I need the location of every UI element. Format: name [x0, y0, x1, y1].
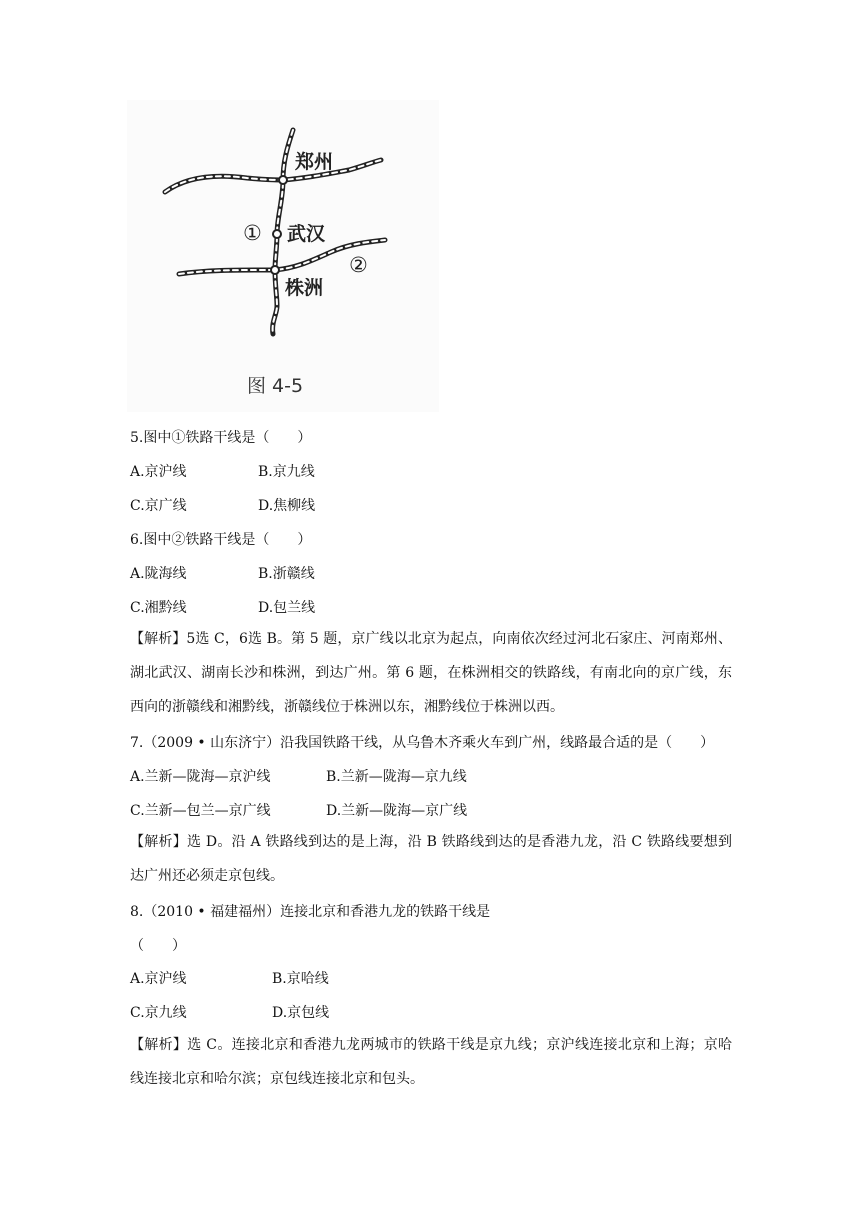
q8-stem: 8.（2010 • 福建福州）连接北京和香港九龙的铁路干线是: [130, 904, 491, 920]
q6-option-b: B.浙赣线: [258, 566, 315, 582]
q6-stem: 6.图中②铁路干线是（ ）: [130, 532, 312, 548]
analysis-5-6-text: 5选 C，6选 B。第 5 题，京广线以北京为起点，向南依次经过河北石家庄、河南郑州、湖北武汉、湖南长沙和株洲，到达广州。第 6 题，在株洲相交的铁路线，有南北向的京广线，东西向的浙赣线和湘黔线，浙赣线位于株洲以东，湘黔线位于株洲以西。: [130, 631, 732, 715]
figure-caption: 图 4-5: [247, 375, 304, 397]
figure-background: [127, 100, 439, 412]
analysis-7-tag: 【解析】: [130, 834, 187, 850]
q8-options-row-2: [130, 1003, 329, 1023]
railway-map-figure: [127, 100, 439, 412]
analysis-7: [130, 825, 732, 893]
q8-option-d: D.京包线: [272, 1005, 330, 1021]
city-label-zhengzhou: 郑州: [295, 151, 334, 173]
q8-answer-blank: （ ）: [130, 938, 186, 954]
q5-option-a: A.京沪线: [130, 464, 187, 480]
zhuzhou-node: [271, 266, 279, 274]
q5-options-row-2: [130, 496, 315, 516]
q5-option-b: B.京九线: [258, 464, 315, 480]
marker-2-label: ②: [349, 253, 368, 277]
q8-option-a: A.京沪线: [130, 971, 187, 987]
analysis-5-6-tag: 【解析】: [130, 631, 187, 647]
q7-option-a: A.兰新—陇海—京沪线: [130, 769, 271, 785]
q7-option-b: B.兰新—陇海—京九线: [326, 769, 467, 785]
analysis-5-6: [130, 622, 732, 724]
q5-stem: 5.图中①铁路干线是（ ）: [130, 430, 312, 446]
railway-map-svg: [127, 100, 439, 412]
city-label-wuhan: 武汉: [287, 223, 326, 245]
q6-option-a: A.陇海线: [130, 566, 187, 582]
q5-option-d: D.焦柳线: [258, 498, 316, 514]
q7-option-c: C.兰新—包兰—京广线: [130, 803, 271, 819]
analysis-7-text: 选 D。沿 A 铁路线到达的是上海，沿 B 铁路线到达的是香港九龙，沿 C 铁路线要想到达广州还必须走京包线。: [130, 834, 733, 884]
q7-stem: 7.（2009 • 山东济宁）沿我国铁路干线，从乌鲁木齐乘火车到广州，线路最合适的是（ ）: [130, 735, 715, 751]
q6-option-d: D.包兰线: [258, 600, 316, 616]
analysis-8: [130, 1028, 732, 1096]
analysis-8-text: 选 C。连接北京和香港九龙两城市的铁路干线是京九线；京沪线连接北京和上海；京哈线连接北京和哈尔滨；京包线连接北京和包头。: [130, 1037, 733, 1087]
wuhan-node: [273, 230, 281, 238]
city-label-zhuzhou: 株洲: [285, 277, 324, 299]
zhengzhou-node: [279, 176, 287, 184]
q8-option-c: C.京九线: [130, 1005, 187, 1021]
marker-1-label: ①: [243, 221, 262, 245]
analysis-8-tag: 【解析】: [130, 1037, 188, 1053]
q7-options-row-1: [130, 767, 467, 787]
q5-options-row-1: [130, 462, 315, 482]
q6-option-c: C.湘黔线: [130, 600, 187, 616]
q6-options-row-2: [130, 598, 315, 618]
q6-options-row-1: [130, 564, 315, 584]
q7-option-d: D.兰新—陇海—京广线: [326, 803, 468, 819]
q8-options-row-1: [130, 969, 329, 989]
q5-option-c: C.京广线: [130, 498, 187, 514]
q7-options-row-2: [130, 801, 467, 821]
q8-option-b: B.京哈线: [272, 971, 329, 987]
